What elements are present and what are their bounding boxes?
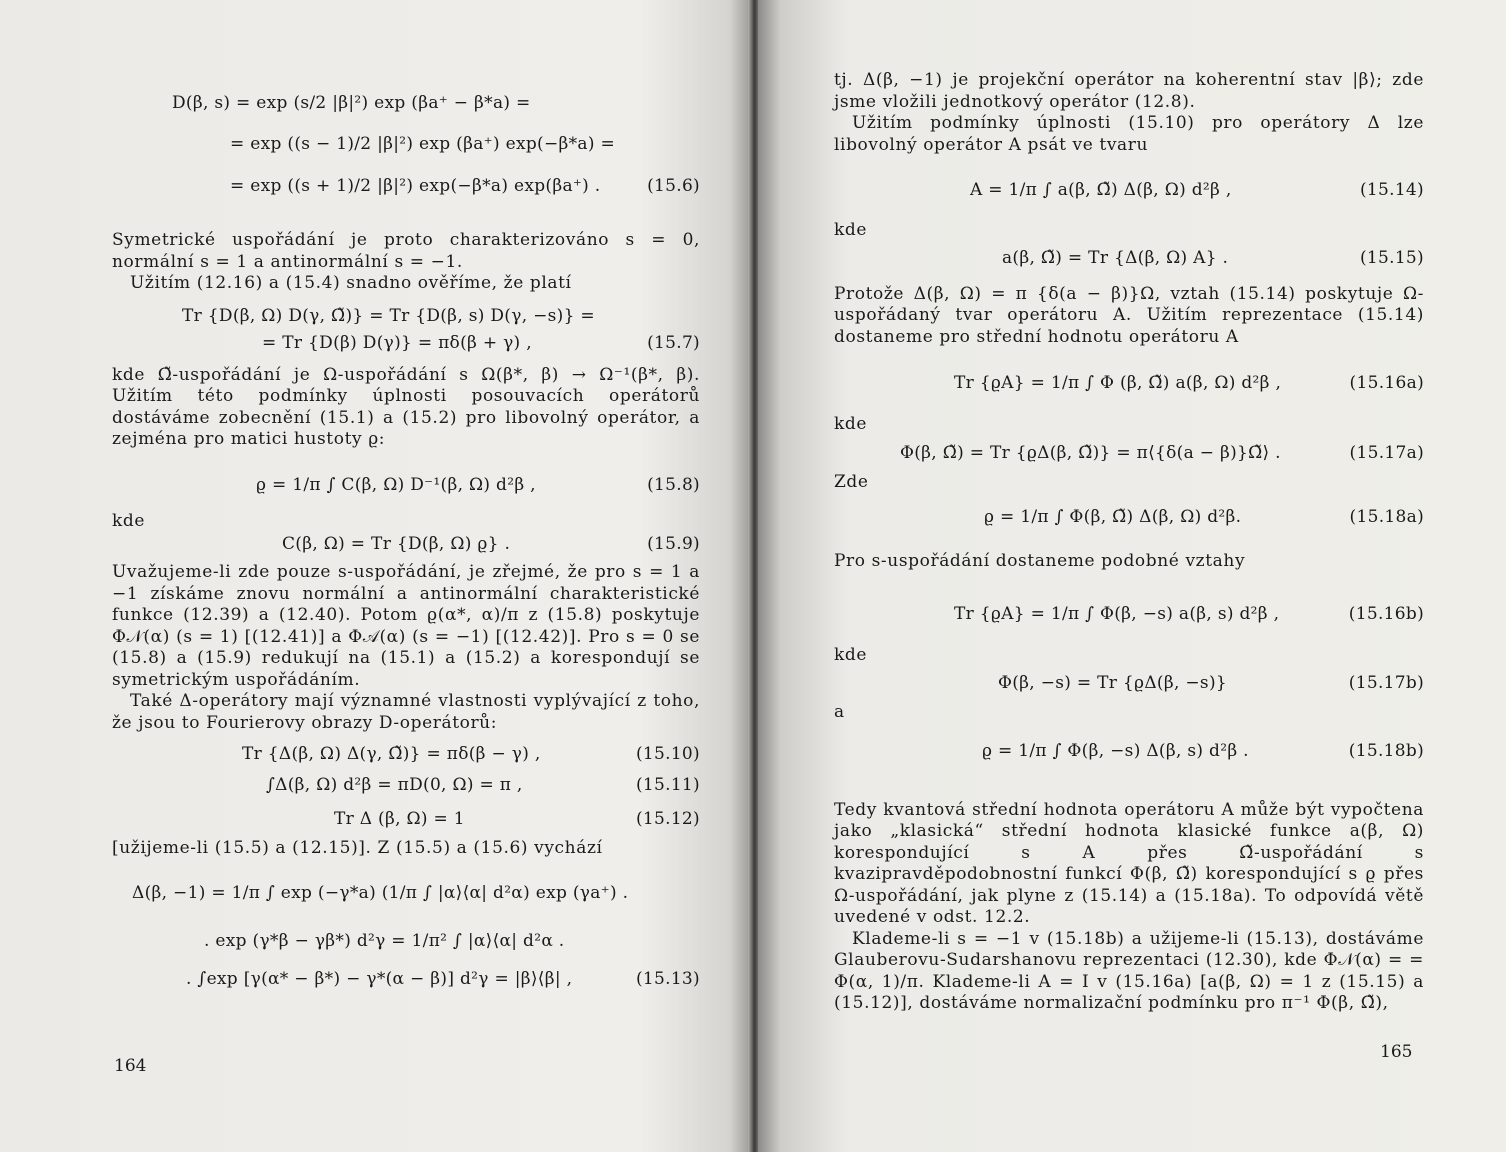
page-number: 164 — [114, 1056, 147, 1076]
equation-number: (15.15) — [1359, 247, 1424, 268]
paragraph: Také Δ-operátory mají významné vlastnosti vyplývající z toho, že jsou to Fourierovy obrazy D-operátorů: — [112, 691, 700, 733]
equation-number: (15.16a) — [1349, 373, 1424, 394]
equation-number: (15.18b) — [1348, 740, 1424, 761]
equation-15-9: C(β, Ω) = Tr {D(β, Ω) ϱ} . (15.9) — [282, 534, 700, 555]
equation-number: (15.18a) — [1349, 507, 1424, 528]
equation-15-16a: Tr {ϱA} = 1/π ∫ Φ (β, Ω̃) a(β, Ω) d²β , (15.16a) — [954, 373, 1424, 394]
text-a: a — [834, 702, 845, 722]
equation-15-7-line-1: Tr {D(β, Ω) D(γ, Ω̃)} = Tr {D(β, s) D(γ, −s)} = — [182, 305, 595, 326]
paragraph: Užitím podmínky úplnosti (15.10) pro operátory Δ lze libovolný operátor A psát ve tvaru — [834, 113, 1424, 155]
paragraph: tj. Δ(β, −1) je projekční operátor na koherentní stav |β⟩; zde jsme vložili jednotkový operátor (12.8). — [834, 70, 1424, 112]
equation-number: (15.6) — [647, 176, 700, 197]
paragraph: Užitím (12.16) a (15.4) snadno ověříme, že platí — [130, 273, 572, 293]
text-kde: kde — [834, 414, 868, 434]
equation-15-6-line-1: D(β, s) = exp (s/2 |β|²) exp (βa⁺ − β*a) = — [172, 93, 531, 114]
equation-number: (15.12) — [635, 809, 700, 830]
equation-number: (15.9) — [647, 534, 700, 555]
equation-15-8: ϱ = 1/π ∫ C(β, Ω) D⁻¹(β, Ω) d²β , (15.8) — [256, 474, 700, 495]
equation-number: (15.13) — [635, 968, 700, 989]
left-page-text — [112, 84, 700, 996]
equation-15-17a: Φ(β, Ω̃) = Tr {ϱΔ(β, Ω̃)} = π⟨{δ(a − β)}Ω̃⟩ . (15.17a) — [900, 442, 1424, 463]
right-page — [758, 0, 1506, 1152]
equation-number: (15.11) — [635, 775, 700, 796]
text-kde: kde — [834, 220, 868, 240]
equation-15-7-line-2: = Tr {D(β) D(γ)} = πδ(β + γ) , (15.7) — [262, 332, 700, 353]
equation-number: (15.16b) — [1348, 603, 1424, 624]
equation-number: (15.17a) — [1349, 442, 1424, 463]
equation-15-10: Tr {Δ(β, Ω) Δ(γ, Ω̃)} = πδ(β − γ) , (15.10) — [242, 744, 700, 765]
paragraph: kde Ω̃-uspořádání je Ω-uspořádání s Ω(β*, β) → Ω⁻¹(β*, β). Užitím této podmínky úplnosti posouvacích operátorů dostáváme zobecnění (15.1) a (15.2) pro libovolný operátor, a zejména pro matici hustoty ϱ: — [112, 364, 700, 449]
equation-15-13-line-1: Δ(β, −1) = 1/π ∫ exp (−γ*a) (1/π ∫ |α⟩⟨α| d²α) exp (γa⁺) . — [132, 882, 629, 903]
paragraph: Pro s-uspořádání dostaneme podobné vztahy — [834, 551, 1246, 571]
equation-15-13-line-2: . exp (γ*β − γβ*) d²γ = 1/π² ∫ |α⟩⟨α| d²α . — [204, 930, 565, 951]
paragraph: Tedy kvantová střední hodnota operátoru A může být vypočtena jako „klasická“ střední hodnota klasické funkce a(β, Ω) korespondující s A přes Ω̃-uspořádání s kvazipravděpodobnostní funkcí Φ(β, Ω̃) korespondující s ϱ přes Ω-uspořádání, jak plyne z (15.14) a (15.18a). To odpovídá větě uvedené v odst. 12.2. — [834, 799, 1424, 927]
text-kde: kde — [112, 510, 146, 531]
equation-15-18a: ϱ = 1/π ∫ Φ(β, Ω̃) Δ(β, Ω) d²β. (15.18a) — [984, 507, 1424, 528]
equation-number: (15.7) — [647, 332, 700, 353]
left-page — [0, 0, 752, 1152]
equation-15-15: a(β, Ω̃) = Tr {Δ(β, Ω) A} . (15.15) — [1002, 247, 1424, 268]
paragraph: [užijeme-li (15.5) a (12.15)]. Z (15.5) a (15.6) vychází — [112, 838, 603, 858]
paragraph: Uvažujeme-li zde pouze s-uspořádání, je zřejmé, že pro s = 1 a −1 získáme znovu normální a antinormální charakteristické funkce (12.39) a (12.40). Potom ϱ(α*, α)/π z (15.8) poskytuje Φ𝒩(α) (s = 1) [(12.41)] a Φ𝒜(α) (s = −1) [(12.42)]. Pro s = 0 se (15.8) a (15.9) redukují na (15.1) a (15.2) a korespondují se symetrickým uspořádáním. — [112, 562, 700, 690]
equation-15-6-line-3: = exp ((s + 1)/2 |β|²) exp(−β*a) exp(βa⁺) . (15.6) — [230, 176, 700, 197]
equation-15-14: A = 1/π ∫ a(β, Ω̃) Δ(β, Ω) d²β , (15.14) — [970, 180, 1424, 201]
equation-15-18b: ϱ = 1/π ∫ Φ(β, −s) Δ(β, s) d²β . (15.18b) — [982, 740, 1424, 761]
equation-15-16b: Tr {ϱA} = 1/π ∫ Φ(β, −s) a(β, s) d²β , (15.16b) — [954, 603, 1424, 624]
paragraph: Klademe-li s = −1 v (15.18b) a užijeme-li (15.13), dostáváme Glauberovu-Sudarshanovu reprezentaci (12.30), kde Φ𝒩(α) = = Φ(α, 1)/π. Klademe-li A = I v (15.16a) [a(β, Ω) = 1 z (15.15) a (15.12)], dostáváme normalizační podmínku pro π⁻¹ Φ(β, Ω̃), — [834, 928, 1424, 1013]
equation-15-12: Tr Δ (β, Ω) = 1 (15.12) — [334, 809, 700, 830]
page-number: 165 — [1380, 1042, 1413, 1062]
right-page-text — [834, 70, 1424, 1015]
equation-15-17b: Φ(β, −s) = Tr {ϱΔ(β, −s)} (15.17b) — [998, 673, 1424, 694]
paragraph: Symetrické uspořádání je proto charakterizováno s = 0, normální s = 1 a antinormální s = −1. — [112, 230, 700, 272]
text-kde: kde — [834, 644, 868, 665]
text-zde: Zde — [834, 471, 869, 492]
equation-number: (15.10) — [635, 744, 700, 765]
equation-15-13-line-3: . ∫exp [γ(α* − β*) − γ*(α − β)] d²γ = |β⟩⟨β| , (15.13) — [186, 968, 700, 989]
equation-15-6-line-2: = exp ((s − 1)/2 |β|²) exp (βa⁺) exp(−β*a) = — [230, 134, 616, 155]
equation-number: (15.17b) — [1348, 673, 1424, 694]
equation-15-11: ∫Δ(β, Ω) d²β = πD(0, Ω) = π , (15.11) — [266, 775, 700, 796]
equation-number: (15.14) — [1359, 180, 1424, 201]
paragraph: Protože Δ(β, Ω) = π {δ(a − β)}Ω, vztah (15.14) poskytuje Ω-uspořádaný tvar operátoru A. Užitím reprezentace (15.14) dostaneme pro střední hodnotu operátoru A — [834, 283, 1424, 347]
equation-number: (15.8) — [647, 474, 700, 495]
